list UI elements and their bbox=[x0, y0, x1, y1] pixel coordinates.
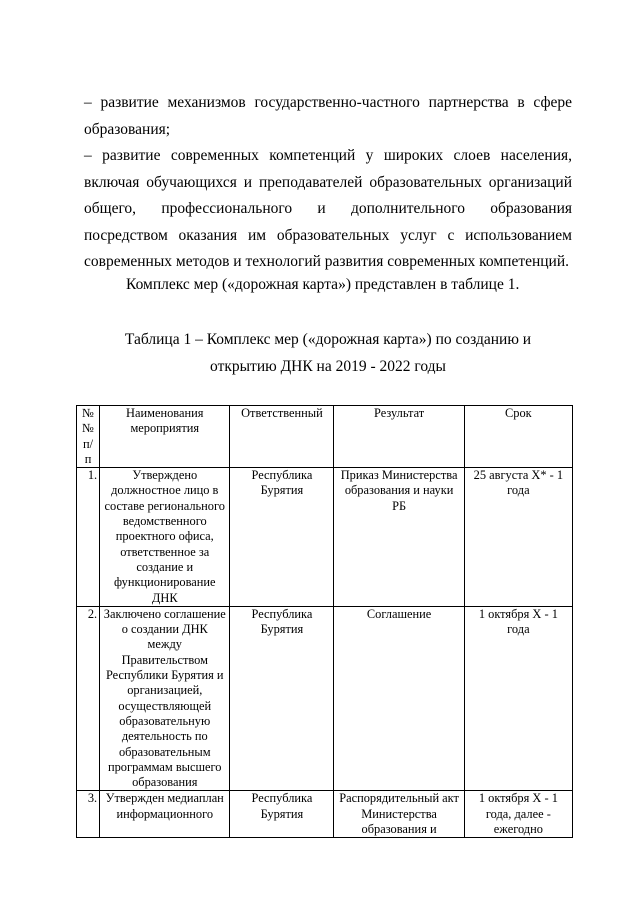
paragraph-partnership: – развитие механизмов государственно-частного партнерства в сфере образования; bbox=[84, 94, 572, 138]
cell-number: 2. bbox=[77, 606, 100, 791]
table-row bbox=[77, 791, 573, 838]
table-row bbox=[77, 606, 573, 791]
cell-responsible: Республика Бурятия bbox=[230, 468, 334, 607]
cell-number: 3. bbox=[77, 791, 100, 838]
cell-number: 1. bbox=[77, 468, 100, 607]
cell-result: Соглашение bbox=[334, 606, 464, 791]
cell-deadline: 25 августа Х* - 1 года bbox=[464, 468, 572, 607]
header-name: Наименования мероприятия bbox=[100, 406, 230, 468]
table-caption-line2: открытию ДНК на 2019 - 2022 годы bbox=[210, 357, 446, 375]
paragraph-roadmap-intro: Комплекс мер («дорожная карта») представлен в таблице 1. bbox=[126, 276, 520, 293]
cell-name: Заключено соглашение о создании ДНК между Правительством Республики Бурятия и организацией, осуществляющей образовательную деятельность по образовательным программам высшего образования bbox=[100, 606, 230, 791]
cell-responsible: Республика Бурятия bbox=[230, 791, 334, 838]
header-number: №№ п/п bbox=[77, 406, 100, 468]
cell-name: Утверждено должностное лицо в составе регионального ведомственного проектного офиса, ответственное за создание и функционирование ДНК bbox=[100, 468, 230, 607]
paragraph-competencies: – развитие современных компетенций у широких слоев населения, включая обучающихся и преподавателей образовательных организаций общего, профессионального и дополнительного образования посредством оказания им образовательных услуг с использованием современных методов и технологий развития современных компетенций. bbox=[84, 147, 572, 271]
table-header-row bbox=[77, 406, 573, 468]
roadmap-table bbox=[76, 405, 573, 838]
cell-name: Утвержден медиаплан информационного bbox=[100, 791, 230, 838]
table-caption-line1: Таблица 1 – Комплекс мер («дорожная карта») по созданию и bbox=[124, 331, 532, 348]
cell-result: Распорядительный акт Министерства образования и bbox=[334, 791, 464, 838]
cell-deadline: 1 октября Х - 1 года bbox=[464, 606, 572, 791]
header-responsible: Ответственный bbox=[230, 406, 334, 468]
header-deadline: Срок bbox=[464, 406, 572, 468]
cell-deadline: 1 октября Х - 1 года, далее - ежегодно bbox=[464, 791, 572, 838]
table-row bbox=[77, 468, 573, 607]
header-result: Результат bbox=[334, 406, 464, 468]
cell-result: Приказ Министерства образования и науки РБ bbox=[334, 468, 464, 607]
table-caption bbox=[84, 327, 572, 380]
cell-responsible: Республика Бурятия bbox=[230, 606, 334, 791]
